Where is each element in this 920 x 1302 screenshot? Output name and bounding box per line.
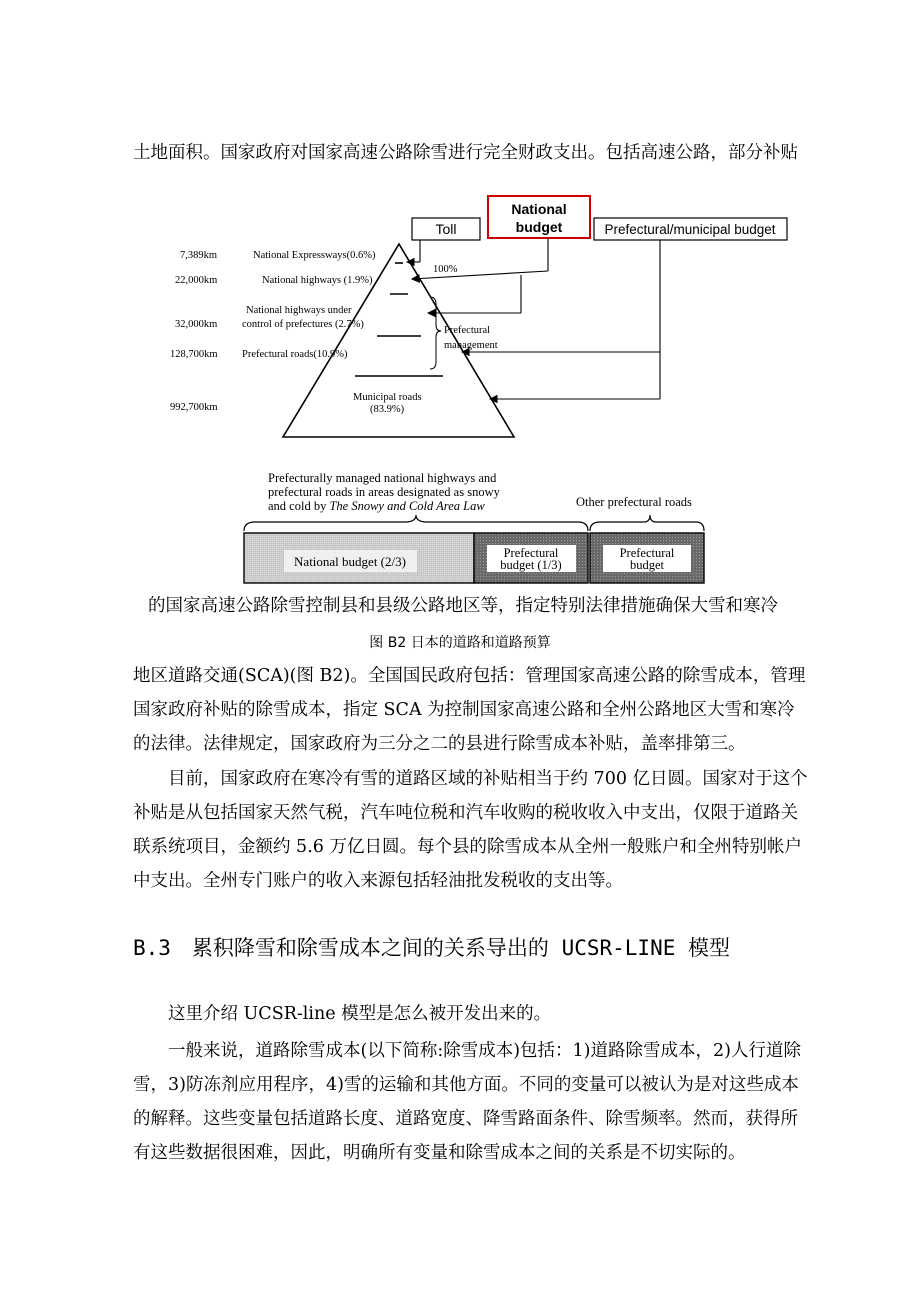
bar-prefectural-budget-label: budget (1/3) <box>500 558 562 572</box>
snowy-area-description: and cold by The Snowy and Cold Area Law <box>268 499 485 513</box>
paragraph-line: 的解释。这些变量包括道路长度、道路宽度、降雪路面条件、除雪频率。然而，获得所 <box>133 1109 798 1129</box>
paragraph-line: 国家政府补贴的除雪成本，指定 SCA 为控制国家高速公路和全州公路地区大雪和寒冷 <box>133 700 795 720</box>
paragraph-line: 联系统项目，金额约 5.6 万亿日圆。每个县的除雪成本从全州一般账户和全州特别帐户 <box>133 837 802 857</box>
svg-text:budget: budget <box>515 219 563 235</box>
paragraph-line: 中支出。全州专门账户的收入来源包括轻油批发税收的支出等。 <box>133 871 623 891</box>
road-label: National highways (1.9%) <box>262 275 373 286</box>
other-roads-brace <box>590 515 704 531</box>
road-budget-figure <box>0 0 920 600</box>
snowy-area-description: Prefecturally managed national highways and <box>268 471 497 485</box>
paragraph-line: 的国家高速公路除雪控制县和县级公路地区等，指定特别法律措施确保大雪和寒冷 <box>148 596 778 616</box>
length-label: 22,000km <box>175 275 218 286</box>
length-label: 32,000km <box>175 319 218 330</box>
prefectural-management-brace <box>430 297 441 369</box>
length-label: 128,700km <box>170 349 218 360</box>
other-prefectural-roads-label: Other prefectural roads <box>576 495 692 509</box>
snowy-area-description: prefectural roads in areas designated as snowy <box>268 485 500 499</box>
hundred-percent-label: 100% <box>433 264 458 275</box>
national-budget-box <box>488 196 590 238</box>
road-label: Prefectural roads(10.9%) <box>242 349 348 360</box>
toll-box <box>412 218 480 240</box>
bar-other-budget-label: Prefectural <box>619 546 675 560</box>
section-heading: B.3 累积降雪和除雪成本之间的关系导出的 UCSR-LINE 模型 <box>133 936 731 960</box>
road-label: (83.9%) <box>370 404 405 415</box>
paragraph-line: 目前，国家政府在寒冷有雪的道路区域的补贴相当于约 700 亿日圆。国家对于这个 <box>168 769 808 789</box>
paragraph-line: 地区道路交通(SCA)(图 B2)。全国国民政府包括：管理国家高速公路的除雪成本，管理 <box>133 666 806 686</box>
road-label: Municipal roads <box>353 392 422 403</box>
paragraph-line: 的法律。法律规定，国家政府为三分之二的县进行除雪成本补贴，盖率排第三。 <box>133 734 746 754</box>
svg-text:Prefectural/municipal budget: Prefectural/municipal budget <box>604 222 776 237</box>
paragraph-line: 补贴是从包括国家天然气税，汽车吨位税和汽车收购的税收收入中支出，仅限于道路关 <box>133 803 798 823</box>
bar-other-budget-label: budget <box>629 558 665 572</box>
paragraph-line: 雪，3)防冻剂应用程序，4)雪的运输和其他方面。不同的变量可以被认为是对这些成本 <box>133 1075 799 1095</box>
prefectural-management-label: Prefectural <box>444 325 491 336</box>
length-label: 992,700km <box>170 402 218 413</box>
prefectural-management-label: management <box>444 340 498 351</box>
paragraph-line: 土地面积。国家政府对国家高速公路除雪进行完全财政支出。包括高速公路，部分补贴 <box>133 143 798 163</box>
paragraph-line: 这里介绍 UCSR-line 模型是怎么被开发出来的。 <box>168 1004 552 1024</box>
bar-prefectural-budget-label: Prefectural <box>503 546 559 560</box>
svg-text:National: National <box>511 201 567 217</box>
snowy-area-brace <box>244 515 588 531</box>
svg-text:Toll: Toll <box>435 221 457 237</box>
road-label: National highways under <box>246 305 352 316</box>
paragraph-line: 有这些数据很困难，因此，明确所有变量和除雪成本之间的关系是不切实际的。 <box>133 1143 746 1163</box>
road-label: National Expressways(0.6%) <box>253 250 376 261</box>
prefectural-municipal-arrows <box>462 240 660 399</box>
length-label: 7,389km <box>180 250 218 261</box>
national-budget-arrows <box>412 238 548 313</box>
bar-national-budget-label: National budget (2/3) <box>294 554 406 569</box>
paragraph-line: 一般来说，道路除雪成本(以下简称:除雪成本)包括：1)道路除雪成本，2)人行道除 <box>168 1041 801 1061</box>
prefectural-municipal-box <box>594 218 787 240</box>
toll-arrow <box>407 240 420 262</box>
road-label: control of prefectures (2.7%) <box>242 319 364 330</box>
figure-caption: 图 B2 日本的道路和道路预算 <box>369 635 551 651</box>
